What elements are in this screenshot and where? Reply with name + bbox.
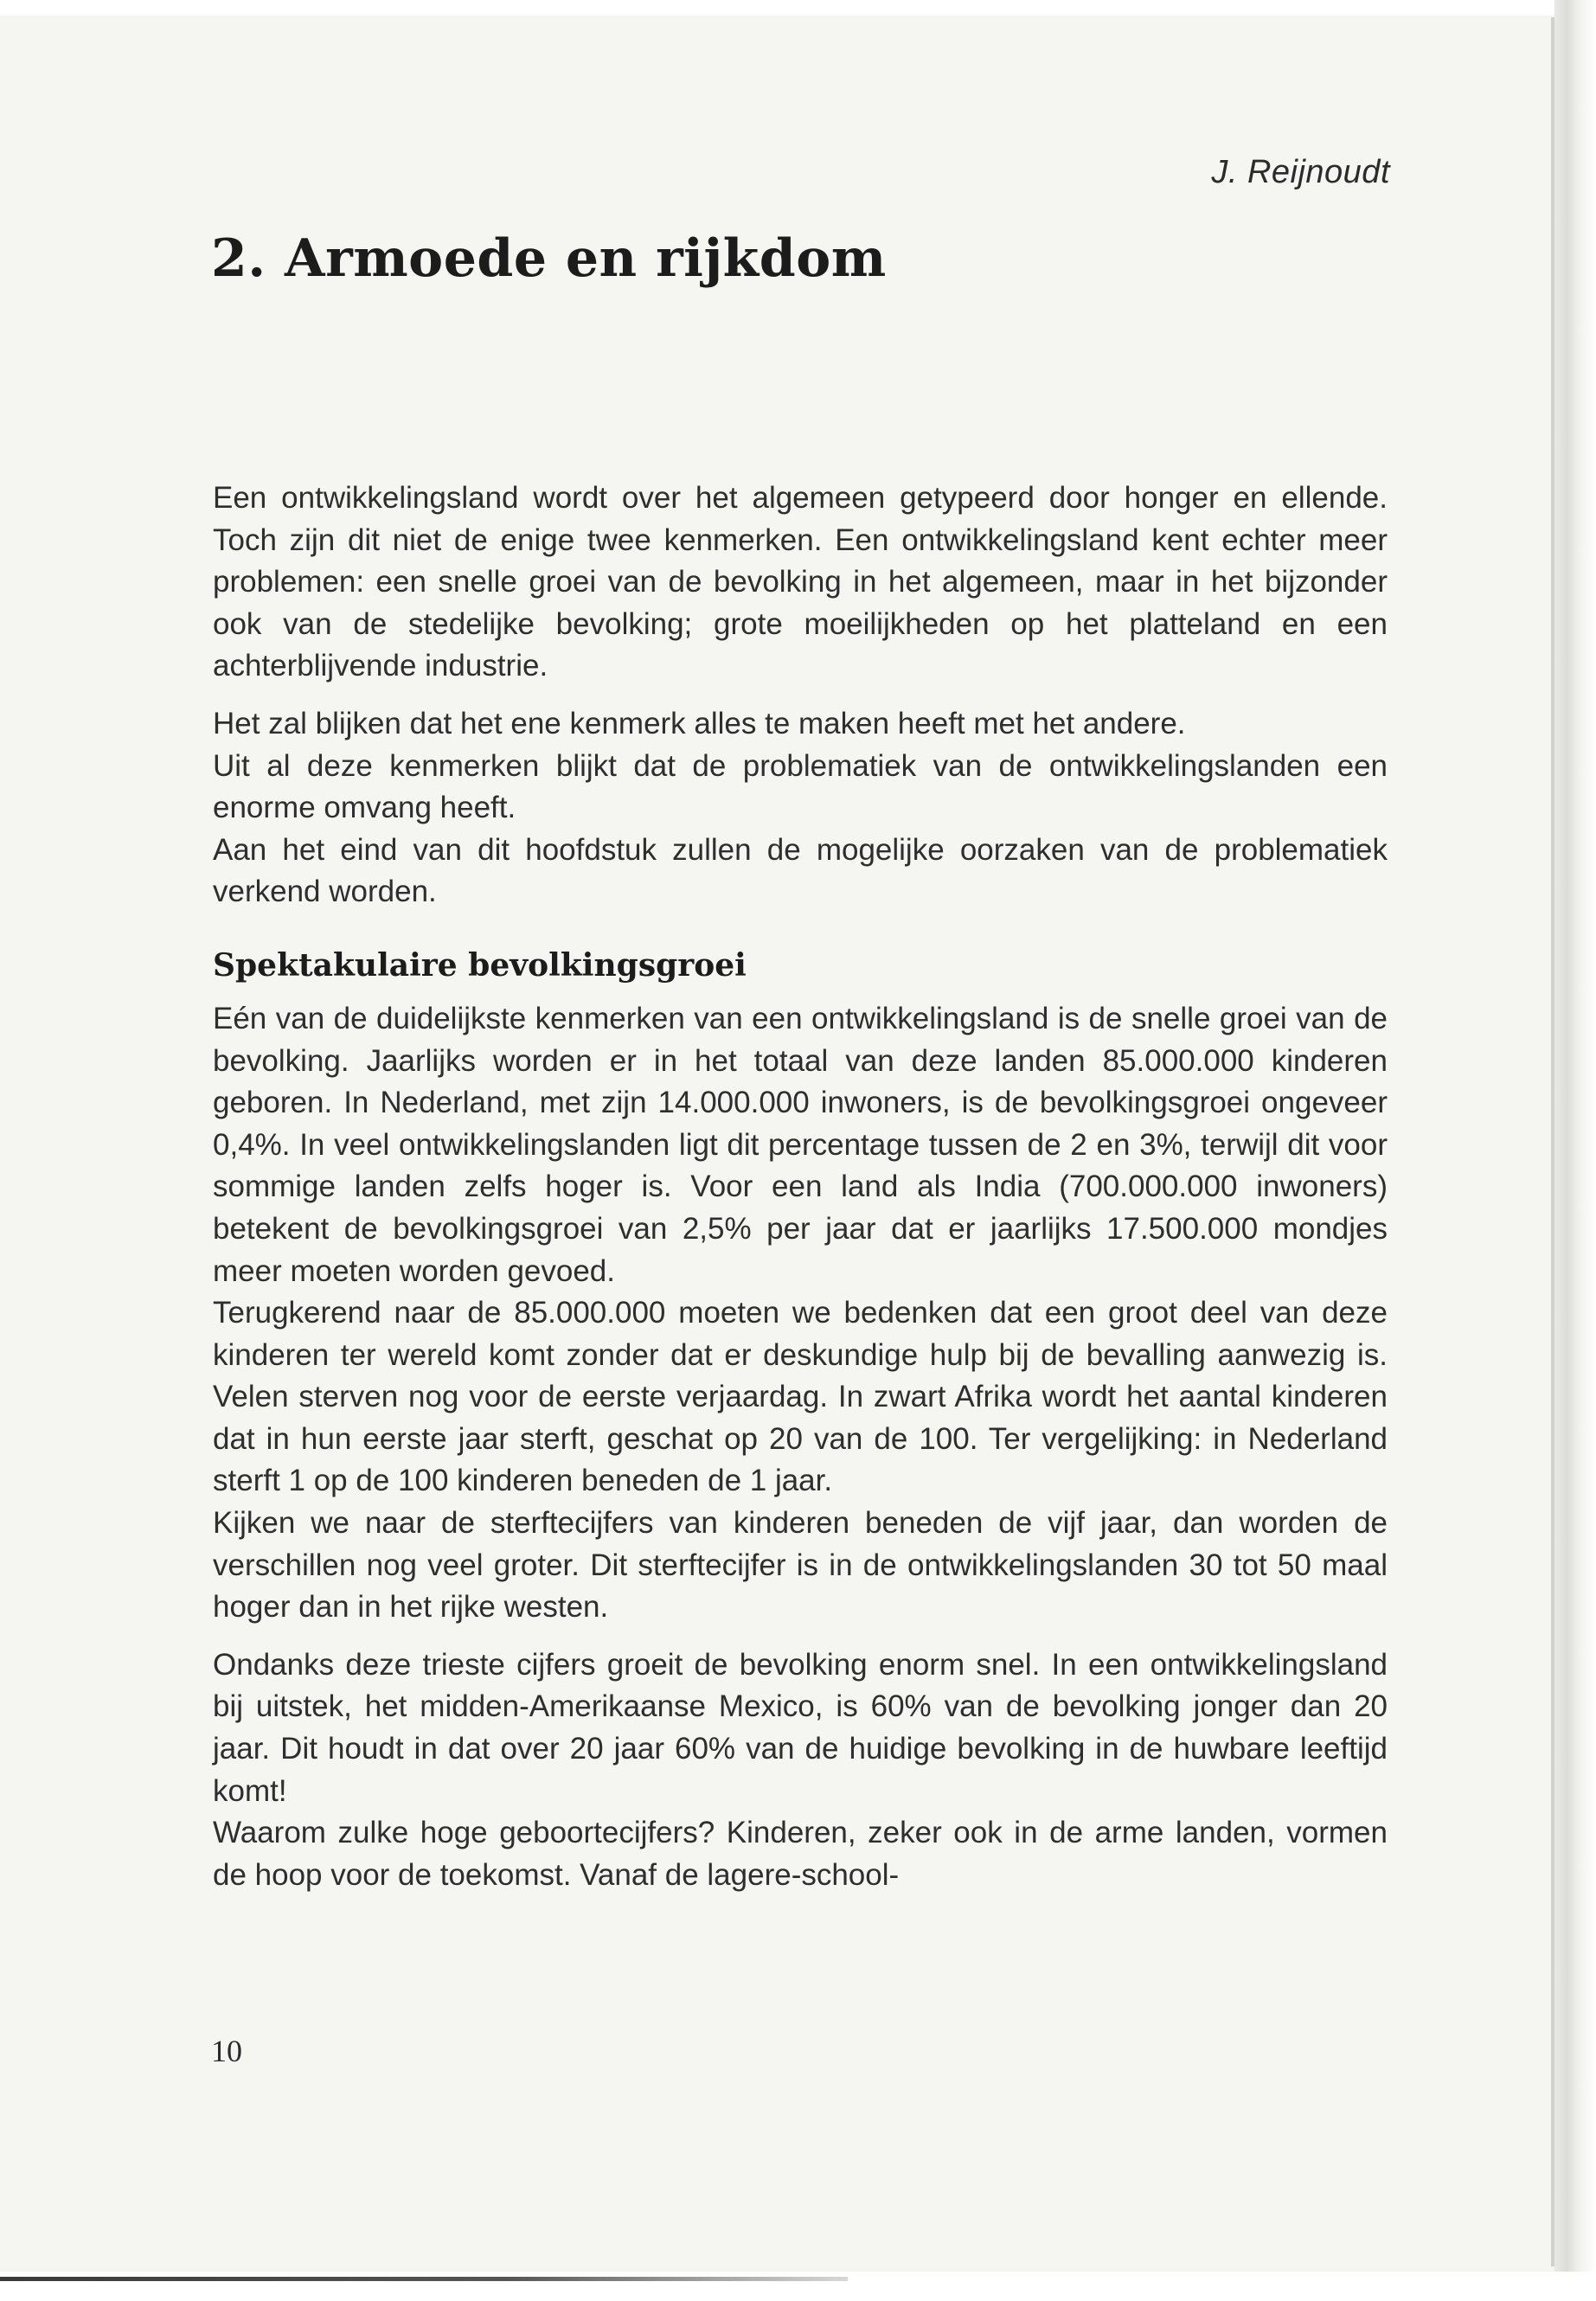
intro-paragraph: Het zal blijken dat het ene kenmerk alles te maken heeft met het andere. [213,706,1186,740]
section-paragraph: Terugkerend naar de 85.000.000 moeten we bedenken dat een groot deel van deze kinderen ter wereld komt zonder dat er deskundige hulp bij de bevalling aanwezig is. Velen sterven nog voor de eerste verjaardag. In zwart Afrika wordt het aantal kinderen dat in hun eerste jaar sterft, geschat op 20 van de 100. Ter vergelijking: in Nederland sterft 1 op de 100 kinderen beneden de 1 jaar. [213,1296,1388,1498]
intro-paragraph: Een ontwikkelingsland wordt over het algemeen getypeerd door honger en ellende. Toch zijn dit niet de enige twee kenmerken. Een ontwikkelingsland kent echter meer problemen: een snelle groei van de bevolking in het algemeen, maar in het bijzonder ook van de stedelijke bevolking; grote moeilijkheden op het platteland en een achterblijvende industrie. [213,481,1388,683]
section-paragraph: Kijken we naar de sterftecijfers van kinderen beneden de vijf jaar, dan worden de verschillen nog veel groter. Dit sterftecijfer is in de ontwikkelingslanden 30 tot 50 maal hoger dan in het rijke westen. [213,1506,1388,1625]
page-number: 10 [211,2034,242,2068]
section-paragraph: Waarom zulke hoge geboortecijfers? Kinderen, zeker ook in de arme landen, vormen de hoop voor de toekomst. Vanaf de lagere-school- [213,1816,1388,1892]
intro-paragraph: Aan het eind van dit hoofdstuk zullen de mogelijke oorzaken van de problematiek verkend worden. [213,832,1388,909]
section-heading: Spektakulaire bevolkingsgroei [213,946,747,984]
body-text [213,478,1388,1896]
chapter-title: 2. Armoede en rijkdom [211,228,887,289]
author-name: J. Reijnoudt [1211,154,1390,190]
scan-edge-right [1554,0,1596,2301]
bottom-rule [0,2277,848,2281]
section-paragraph: Ondanks deze trieste cijfers groeit de bevolking enorm snel. In een ontwikkelingsland bij uitstek, het midden-Amerikaanse Mexico, is 60% van de bevolking jonger dan 20 jaar. Dit houdt in dat over 20 jaar 60% van de huidige bevolking in de huwbare leeftijd komt! [213,1647,1388,1808]
intro-paragraph: Uit al deze kenmerken blijkt dat de problematiek van de ontwikkelingslanden een enorme omvang heeft. [213,748,1388,825]
scan-edge-top [0,0,1596,16]
section-paragraph: Eén van de duidelijkste kenmerken van een ontwikkelingsland is de snelle groei van de bevolking. Jaarlijks worden er in het totaal van deze landen 85.000.000 kinderen geboren. In Nederland, met zijn 14.000.000 inwoners, is de bevolkingsgroei ongeveer 0,4%. In veel ontwikkelingslanden ligt dit percentage tussen de 2 en 3%, terwijl dit voor sommige landen zelfs hoger is. Voor een land als India (700.000.000 inwoners) betekent de bevolkingsgroei van 2,5% per jaar dat er jaarlijks 17.500.000 mondjes meer moeten worden gevoed. [213,1001,1388,1288]
